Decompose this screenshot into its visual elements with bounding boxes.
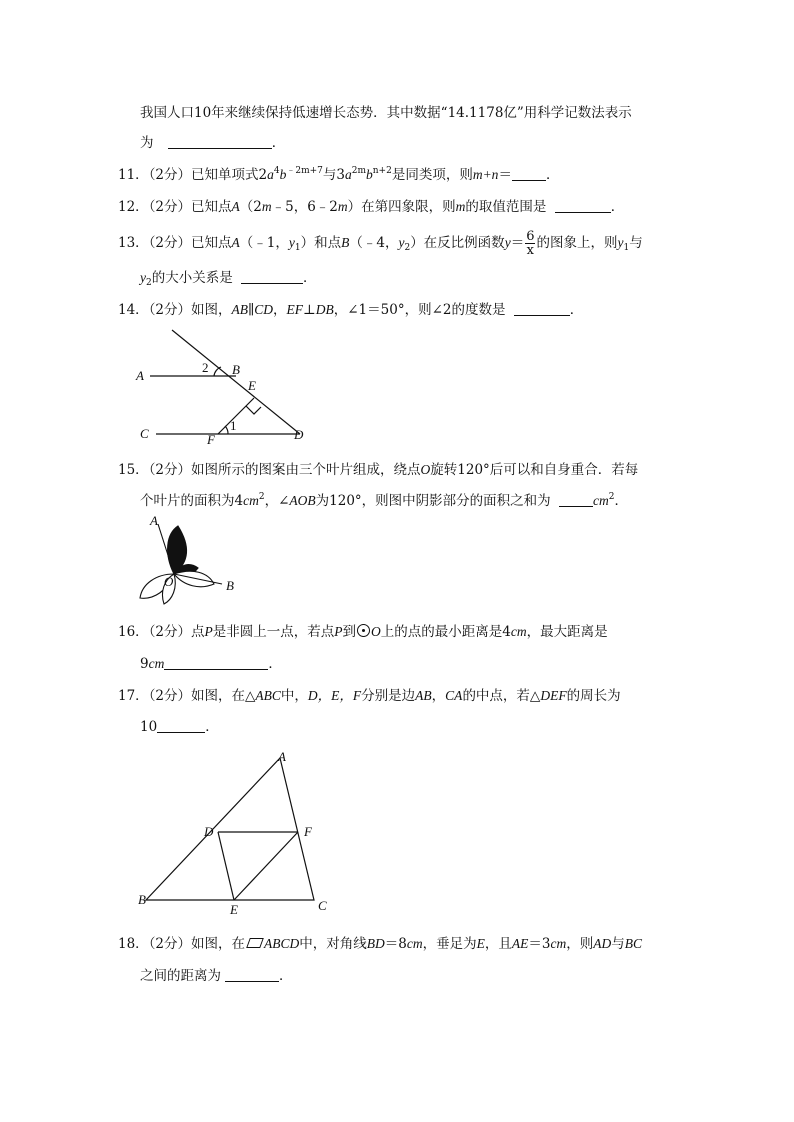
answer-blank [512,166,546,181]
segment-de [218,832,234,900]
label-b: B [226,578,234,593]
label-o: O [164,574,174,589]
label-a: A [136,368,144,383]
label-d: D [294,427,304,442]
answer-blank [241,269,303,284]
right-angle-mark [246,406,261,414]
label-a: A [278,749,286,764]
question-11: 11．（2分）已知单项式$2a^4b^{﹣2m+7}$与$3a^{2m}b^{n+2}$是同类项，则m+n＝ ． [118,166,560,183]
parallelogram-symbol-icon [246,938,264,948]
q10-text-line2: 为 ． [140,135,286,151]
segment-ef [234,832,298,900]
question-18-line1: 18．（2分）如图，在 ABCD中，对角线BD＝8cm，垂足为E，且AE＝3cm，则AD与BC [118,936,642,952]
label-e: E [230,902,238,917]
answer-blank [225,967,279,982]
answer-blank [164,655,268,670]
angle-1-arc [225,426,228,434]
question-15-line2: 个叶片的面积为$4cm^2$，∠AOB为120°，则图中阴影部分的面积之和为 $cm^2$． [140,492,628,509]
answer-blank [555,198,611,213]
question-12: 12．（2分）已知点A（2m﹣5，6﹣2m）在第四象限，则m的取值范围是 ． [118,199,625,215]
label-d: D [204,824,214,839]
answer-blank [514,301,570,316]
answer-blank [168,134,272,149]
question-17-line2: 10 ． [140,719,219,735]
question-16-line2: 9cm ． [140,656,282,672]
label-a: A [150,513,158,528]
label-f: F [207,432,215,447]
question-17-line1: 17．（2分）如图，在△ABC中，D，E，F分别是边AB，CA的中点，若△DEF的周长为 [118,688,621,704]
leaf-right [174,571,214,587]
question-13-line1: 13．（2分）已知点A（﹣1，$y_1$）和点B（﹣4，$y_2$）在反比例函数y＝ $\frac{6}{x}$ 的图象上，则$y_1$与 [118,229,643,258]
label-e: E [248,378,256,393]
question-18-line2: 之间的距离为 ． [140,968,293,984]
figure-q17-triangle [136,748,340,918]
question-16-line1: 16．（2分）点P是非圆上一点，若点P到 O上的点的最小距离是4cm，最大距离是 [118,624,608,640]
label-angle-2: 2 [202,360,209,375]
answer-blank [559,492,593,507]
label-f: F [304,824,312,839]
question-15-line1: 15．（2分）如图所示的图案由三个叶片组成，绕点O旋转120°后可以和自身重合．若每 [118,462,639,478]
label-angle-1: 1 [230,418,237,433]
circle-symbol-icon [357,624,370,637]
fraction-6-over-x: $\frac{6}{x}$ [526,229,535,258]
label-b: B [232,362,240,377]
q10-text-line1: 我国人口10年来继续保持低速增长态势．其中数据“14.1178亿”用科学记数法表示 [140,105,632,121]
figure-q14-parallel-lines [130,322,330,447]
figure-q15-three-leaves [134,512,244,612]
question-14: 14．（2分）如图，AB∥CD，EF⊥DB，∠1＝50°，则∠2的度数是 ． [118,302,584,318]
triangle-abc [146,758,314,900]
answer-blank [157,718,205,733]
label-c: C [318,898,327,913]
label-b: B [138,892,146,907]
label-c: C [140,426,149,441]
question-13-line2: $y_2$的大小关系是 ． [140,270,317,288]
